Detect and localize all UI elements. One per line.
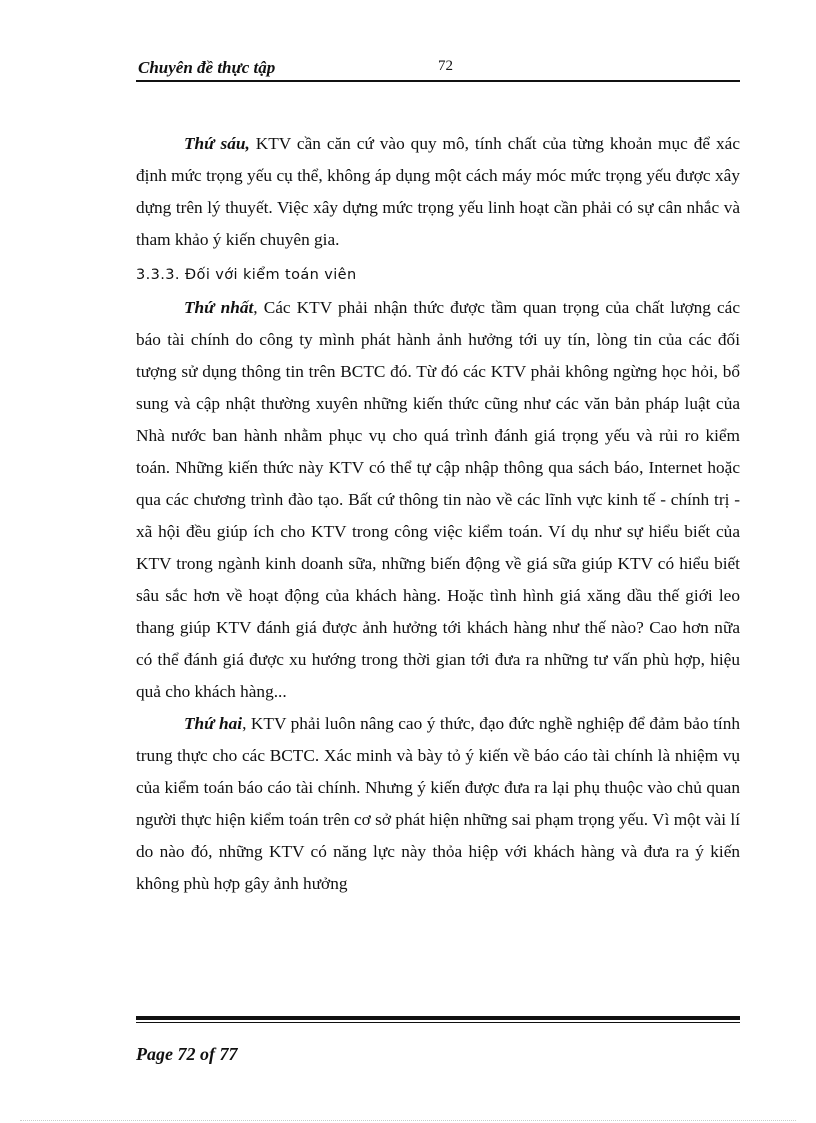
paragraph-text: , KTV phải luôn nâng cao ý thức, đạo đức nghề nghiệp để đảm bảo tính trung thực cho các BCTC. Xác minh và bày tỏ ý kiến về báo cáo tài chính là nhiệm vụ của kiểm toán báo cáo tài chính. Nhưng ý kiến được đưa ra lại phụ thuộc vào chủ quan người thực hiện kiểm toán trên cơ sở phát hiện những sai phạm trọng yếu. Vì một vài lí do nào đó, những KTV có năng lực này thỏa hiệp với khách hàng và đưa ra ý kiến không phù hợp gây ảnh hưởng: [136, 714, 740, 893]
paragraph-thu-hai: [136, 708, 740, 900]
paragraph-thu-nhat: [136, 292, 740, 708]
paragraph-text: , Các KTV phải nhận thức được tầm quan trọng của chất lượng các báo tài chính do công ty mình phát hành ảnh hưởng tới uy tín, lòng tin của các đối tượng sử dụng thông tin trên BCTC đó. Từ đó các KTV phải không ngừng học hỏi, bổ sung và cập nhật thường xuyên những kiến thức cũng như các văn bản pháp luật của Nhà nước ban hành nhằm phục vụ cho quá trình đánh giá trọng yếu và rủi ro kiểm toán. Những kiến thức này KTV có thể tự cập nhập thông qua sách báo, Internet hoặc qua các chương trình đào tạo. Bất cứ thông tin nào về các lĩnh vực kinh tế - chính trị - xã hội đều giúp ích cho KTV trong công việc kiểm toán. Ví dụ như sự hiểu biết của KTV trong ngành kinh doanh sữa, những biến động về giá sữa giúp KTV có hiểu biết sâu sắc hơn về hoạt động của khách hàng. Hoặc tình hình giá xăng dầu thế giới leo thang giúp KTV đánh giá được ảnh hưởng tới khách hàng như thế nào? Cao hơn nữa có thể đánh giá được xu hướng trong thời gian tới đưa ra những tư vấn phù hợp, hiệu quả cho khách hàng...: [136, 298, 740, 701]
document-title: Chuyên đề thực tập: [138, 58, 276, 77]
paragraph-lead: Thứ nhất: [184, 298, 254, 317]
page-footer: Page 72 of 77: [136, 1044, 238, 1064]
header-page-number: 72: [438, 58, 453, 74]
paragraph-lead: Thứ hai: [184, 714, 243, 733]
header-divider: [136, 80, 740, 82]
paragraph-text: KTV cần căn cứ vào quy mô, tính chất của từng khoản mục để xác định mức trọng yếu cụ thể, không áp dụng một cách máy móc mức trọng yếu được xây dựng trên lý thuyết. Việc xây dựng mức trọng yếu linh hoạt cần phải có sự cân nhắc và tham khảo ý kiến chuyên gia.: [136, 134, 740, 249]
section-heading: 3.3.3. Đối với kiểm toán viên: [136, 267, 357, 283]
footer-divider-thin: [136, 1022, 740, 1023]
footer-divider-thick: [136, 1016, 740, 1020]
paragraph-thu-sau: [136, 128, 740, 256]
page-header: [136, 56, 740, 80]
paragraph-lead: Thứ sáu,: [184, 134, 250, 153]
page-edge-divider: [20, 1120, 796, 1121]
page-body: [136, 128, 740, 900]
